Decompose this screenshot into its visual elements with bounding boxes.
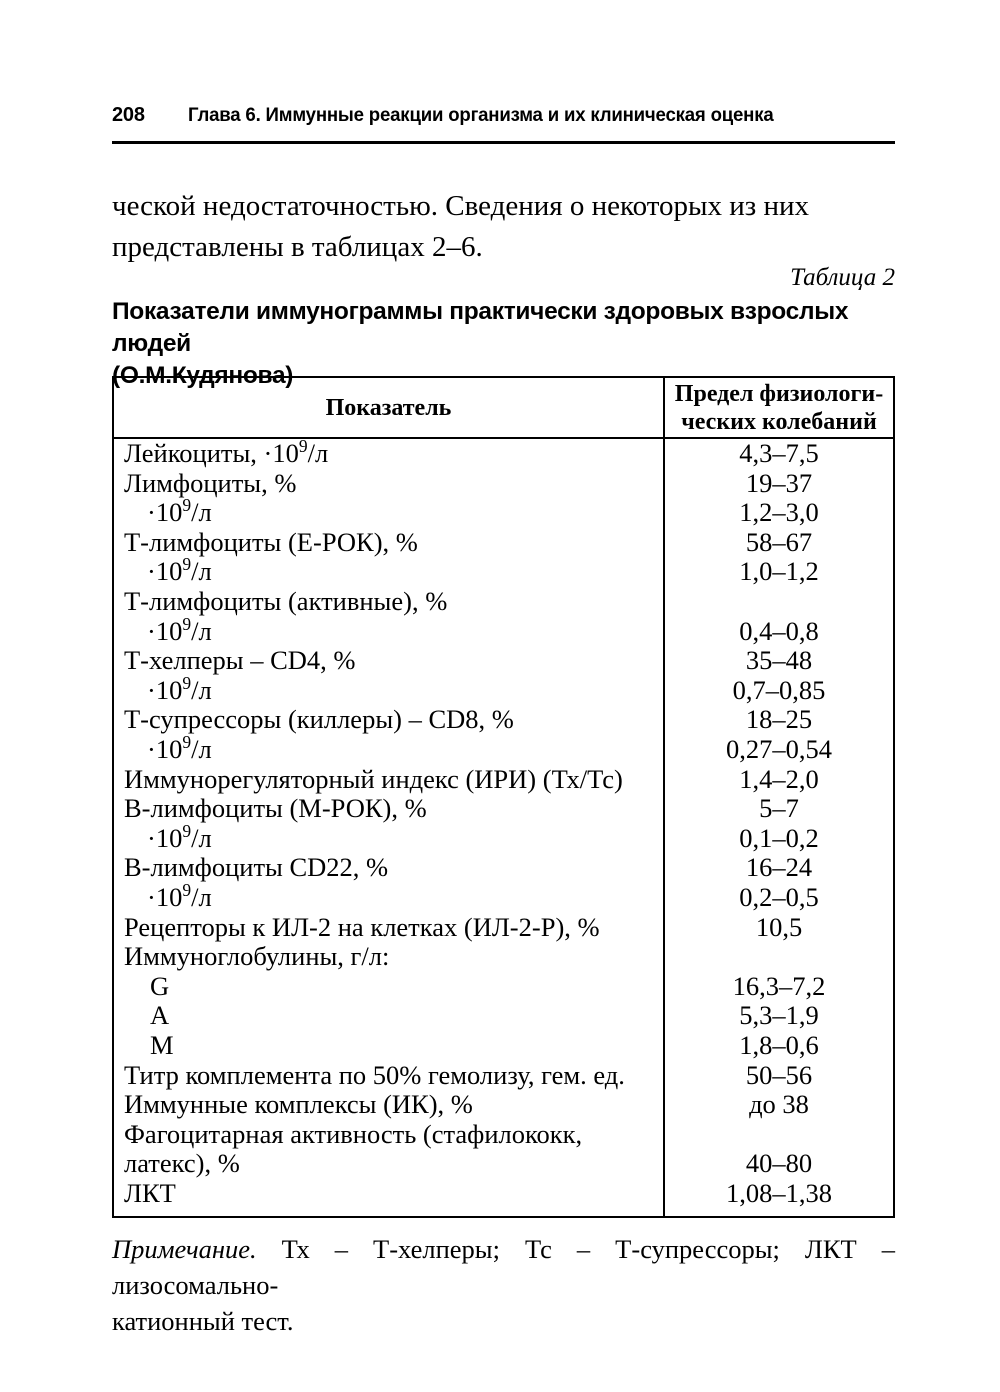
- table-row: [114, 613, 893, 647]
- row-value: 58–67: [745, 526, 813, 557]
- table-title-line-1: Показатели иммунограммы практически здоровых взрослых людей: [112, 298, 849, 357]
- table-row: [114, 1001, 893, 1031]
- row-value: 16–24: [745, 852, 813, 883]
- table-row: [114, 913, 893, 943]
- row-value: 1,08–1,38: [726, 1178, 832, 1208]
- row-value: 1,0–1,2: [739, 556, 819, 587]
- row-value: 1,8–0,6: [739, 1030, 819, 1060]
- table-row: [114, 528, 893, 558]
- row-value: 35–48: [745, 645, 813, 676]
- note-line-1: [112, 1231, 895, 1303]
- row-label: $\cdot 10^9/л$: [147, 554, 212, 587]
- row-label: Т-лимфоциты (активные), %: [124, 586, 448, 616]
- row-value: 50–56: [745, 1059, 813, 1090]
- running-head: [112, 104, 895, 127]
- row-value: 16,3–7,2: [732, 970, 826, 1001]
- row-label: Фагоцитарная активность (стафилококк,: [124, 1118, 583, 1149]
- row-label: $\cdot 10^9/л$: [147, 880, 212, 912]
- row-label: A: [150, 1000, 170, 1031]
- table-title-line-2: (О.М.Кудянова): [112, 362, 294, 389]
- table-row: [114, 646, 893, 676]
- row-label: Титр комплемента по 50% гемолизу, гем. ед.: [124, 1059, 625, 1090]
- row-label: ЛКТ: [124, 1178, 176, 1208]
- row-label: Лимфоциты, %: [124, 467, 297, 498]
- row-label: Иммунные комплексы (ИК), %: [124, 1089, 473, 1120]
- table-row: [114, 495, 893, 528]
- immunogram-table: [112, 376, 895, 1218]
- row-value: 18–25: [745, 704, 813, 735]
- row-value: 0,27–0,54: [726, 734, 832, 764]
- table-row: [114, 554, 893, 587]
- table-header-indicator: Показатель: [325, 394, 452, 421]
- row-value: 0,1–0,2: [739, 822, 819, 853]
- table-row: [114, 1090, 893, 1120]
- table-row: [114, 1149, 893, 1179]
- table-row: [114, 672, 893, 706]
- row-value: [665, 942, 893, 972]
- row-label: В-лимфоциты CD22, %: [124, 852, 389, 883]
- body-paragraph: [112, 186, 895, 268]
- row-label: $\cdot 10^9/л$: [147, 732, 212, 764]
- row-label: M: [150, 1030, 174, 1060]
- table-body: [114, 436, 893, 1216]
- row-label: Рецепторы к ИЛ-2 на клетках (ИЛ-2-Р), %: [124, 911, 600, 942]
- running-head-rule: [112, 141, 895, 144]
- chapter-title: Глава 6. Иммунные реакции организма и их клиническая оценка: [188, 104, 774, 126]
- table-row: [114, 794, 893, 824]
- row-label: Т-супрессоры (киллеры) – CD8, %: [124, 704, 514, 735]
- table-header-range: [665, 378, 893, 437]
- table-row: [114, 1120, 893, 1150]
- note-line-1-rest: Тх – Т-хелперы; Тс – Т-супрессоры; ЛКТ – лизосомально-: [112, 1234, 895, 1300]
- row-value: 40–80: [745, 1148, 813, 1179]
- table-header-row: [114, 378, 893, 437]
- row-label: $\cdot 10^9/л$: [147, 613, 212, 646]
- row-value: 5,3–1,9: [739, 1000, 819, 1031]
- row-value: 0,7–0,85: [732, 674, 826, 705]
- row-value: [665, 587, 893, 617]
- row-value: 5–7: [759, 793, 799, 824]
- table-row: [114, 587, 893, 617]
- table-row: [114, 1031, 893, 1061]
- table-header-range-line-1: Предел физиологи-: [674, 380, 884, 407]
- body-line-1: ческой недостаточностью. Сведения о некоторых из них: [112, 190, 810, 222]
- row-value: 1,4–2,0: [739, 763, 819, 794]
- table-row: [114, 853, 893, 883]
- row-value: 10,5: [755, 911, 803, 942]
- table-row: [114, 436, 893, 469]
- row-label: $\cdot 10^9/л$: [147, 495, 212, 528]
- note-label: Примечание.: [112, 1234, 257, 1264]
- table-row: [114, 732, 893, 765]
- table-row: [114, 1179, 893, 1209]
- table-row: [114, 469, 893, 499]
- table-row: [114, 1061, 893, 1091]
- table-row: [114, 705, 893, 735]
- table-header-range-line-2: ческих колебаний: [681, 408, 877, 435]
- table-row: [114, 972, 893, 1002]
- body-line-2: представлены в таблицах 2–6.: [112, 231, 483, 263]
- note-line-2: катионный тест.: [112, 1306, 294, 1336]
- table-row: [114, 820, 893, 854]
- row-label: G: [150, 970, 170, 1001]
- row-label: Т-хелперы – CD4, %: [124, 645, 356, 676]
- row-label: Иммунорегуляторный индекс (ИРИ) (Тх/Тс): [124, 763, 623, 794]
- row-label: Лейкоциты, $\cdot 10^9/л$: [124, 436, 329, 468]
- row-label: $\cdot 10^9/л$: [147, 672, 212, 705]
- row-value: 4,3–7,5: [739, 438, 819, 468]
- row-label: Иммуноглобулины, г/л:: [124, 941, 390, 972]
- table-number-label: Таблица 2: [790, 264, 895, 291]
- table-row: [114, 942, 893, 972]
- row-value: 1,2–3,0: [739, 497, 819, 528]
- row-value: 0,4–0,8: [739, 615, 819, 646]
- table-row: [114, 880, 893, 913]
- row-label: В-лимфоциты (М-РОК), %: [124, 793, 427, 824]
- row-value: до 38: [749, 1089, 809, 1120]
- row-value: [665, 1120, 893, 1150]
- table-note: [112, 1231, 895, 1339]
- row-label: $\cdot 10^9/л$: [147, 820, 212, 853]
- page-number: 208: [112, 104, 145, 126]
- row-label: Т-лимфоциты (Е-РОК), %: [124, 526, 418, 557]
- table-row: [114, 765, 893, 795]
- row-value: 0,2–0,5: [739, 882, 819, 912]
- row-value: 19–37: [745, 467, 813, 498]
- row-label: латекс), %: [124, 1148, 240, 1179]
